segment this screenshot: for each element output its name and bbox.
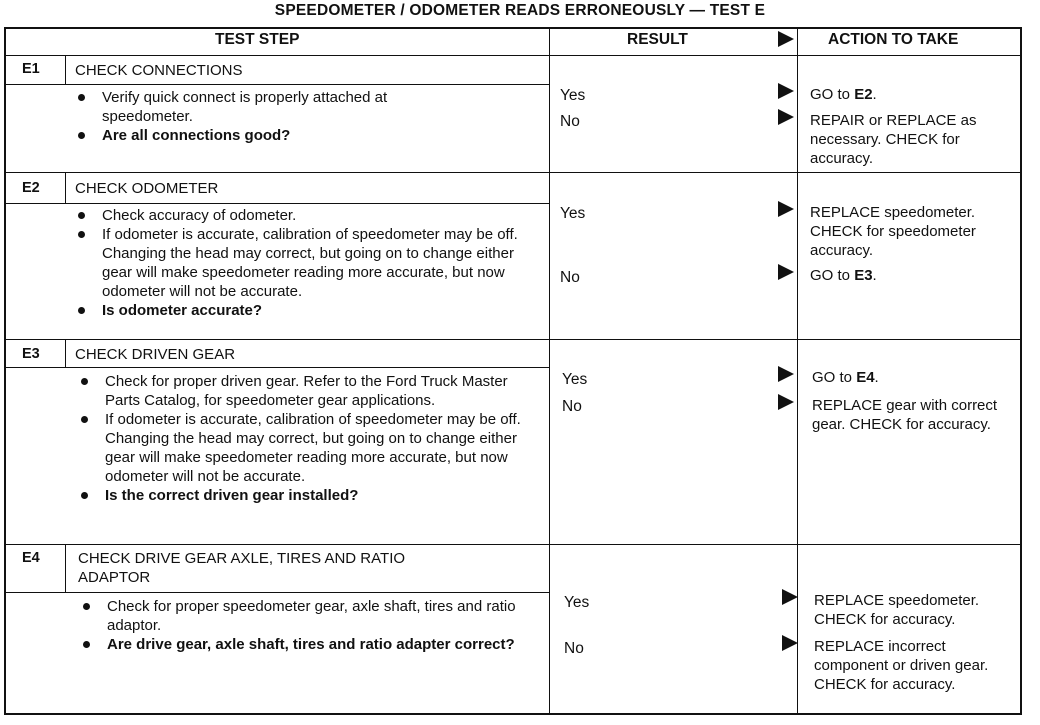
row-divider (5, 544, 1021, 545)
step-bullets (77, 597, 532, 654)
action-text: REPLACE speedometer. CHECK for speedometer accuracy. (810, 204, 976, 259)
step-id: E3 (22, 346, 40, 362)
question-item: Are drive gear, axle shaft, tires and ratio adapter correct? (77, 635, 532, 654)
step-title: CHECK CONNECTIONS (75, 62, 243, 79)
arrow-icon (778, 109, 794, 125)
header-divider (5, 55, 1021, 56)
row-divider (5, 172, 1021, 173)
arrow-icon (778, 201, 794, 217)
arrow-icon (778, 394, 794, 410)
result-no: No (562, 398, 582, 415)
result-yes: Yes (560, 87, 586, 104)
result-no: No (560, 269, 580, 286)
bullet-item: Check for proper driven gear. Refer to the Ford Truck Master Parts Catalog, for speedometer gear applications. (75, 372, 525, 410)
action-text: REPLACE speedometer. CHECK for accuracy. (814, 592, 980, 628)
id-divider (65, 545, 66, 592)
step-bullets (72, 88, 472, 145)
arrow-icon (782, 589, 798, 605)
column-divider (549, 28, 550, 714)
step-title: CHECK DRIVE GEAR AXLE, TIRES AND RATIO ADAPTOR (78, 550, 406, 586)
arrow-icon (778, 31, 794, 47)
id-divider (65, 340, 66, 367)
result-yes: Yes (564, 594, 590, 611)
result-yes: Yes (560, 205, 586, 222)
action-text: REPAIR or REPLACE as necessary. CHECK for accuracy. (810, 112, 977, 167)
step-id: E1 (22, 61, 40, 77)
header-test-step: TEST STEP (215, 31, 300, 48)
row-divider (5, 367, 550, 368)
row-divider (5, 203, 550, 204)
row-divider (5, 592, 550, 593)
bullet-item: Check for proper speedometer gear, axle shaft, tires and ratio adaptor. (77, 597, 532, 635)
question-item: Are all connections good? (72, 126, 472, 145)
header-action: ACTION TO TAKE (828, 31, 959, 48)
page-title: SPEEDOMETER / ODOMETER READS ERRONEOUSLY — TEST E (274, 2, 766, 19)
id-divider (65, 56, 66, 84)
action-text: GO to E3. (810, 267, 877, 284)
header-result: RESULT (627, 31, 688, 48)
step-title: CHECK ODOMETER (75, 180, 219, 197)
action-text: GO to E2. (810, 86, 877, 103)
action-text: REPLACE incorrect component or driven gear. CHECK for accuracy. (814, 638, 989, 693)
action-text: GO to E4. (812, 369, 879, 386)
row-divider (5, 339, 1021, 340)
id-divider (65, 173, 66, 203)
step-bullets (72, 206, 522, 320)
result-yes: Yes (562, 371, 588, 388)
column-divider (797, 28, 798, 714)
step-title: CHECK DRIVEN GEAR (75, 346, 236, 363)
arrow-icon (782, 635, 798, 651)
result-no: No (560, 113, 580, 130)
bullet-item: If odometer is accurate, calibration of speedometer may be off. Changing the head may correct, but going on to change either gear will make speedometer reading more accurate, but now odometer will not be accurate. (75, 410, 525, 486)
step-id: E2 (22, 180, 40, 196)
step-bullets (75, 372, 525, 505)
row-divider (5, 84, 550, 85)
arrow-icon (778, 366, 794, 382)
arrow-icon (778, 83, 794, 99)
question-item: Is odometer accurate? (72, 301, 522, 320)
action-text: REPLACE gear with correct gear. CHECK for accuracy. (812, 397, 998, 433)
bullet-item: Check accuracy of odometer. (72, 206, 522, 225)
arrow-icon (778, 264, 794, 280)
bullet-item: If odometer is accurate, calibration of speedometer may be off. Changing the head may correct, but going on to change either gear will make speedometer reading more accurate, but now odometer will not be accurate. (72, 225, 522, 301)
bullet-item: Verify quick connect is properly attached at speedometer. (72, 88, 472, 126)
step-id: E4 (22, 550, 40, 566)
question-item: Is the correct driven gear installed? (75, 486, 525, 505)
result-no: No (564, 640, 584, 657)
